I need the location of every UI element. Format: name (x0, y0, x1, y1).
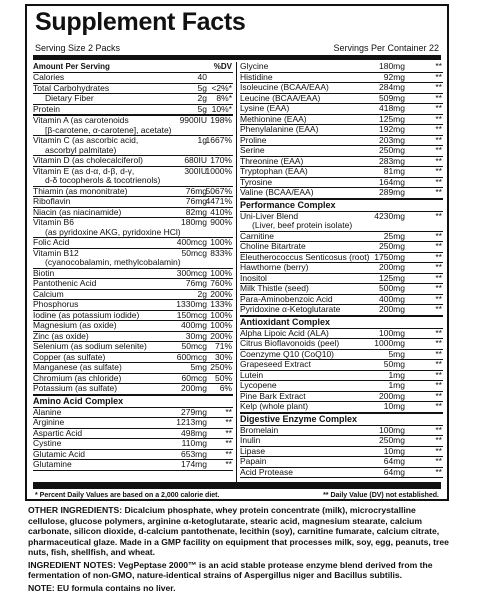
nutrient-amount: 76mg (185, 278, 207, 288)
nutrient-row (240, 146, 443, 157)
nutrient-amount: 2g (197, 288, 207, 299)
nutrient-name: Para-Aminobenzoic Acid (240, 293, 333, 304)
section-heading: Digestive Enzyme Complex (240, 414, 443, 426)
nutrient-dv: 30% (214, 351, 232, 362)
nutrient-row (240, 83, 443, 94)
nutrient-row (240, 305, 443, 317)
nutrient-amount: 500mg (379, 283, 405, 293)
nutrient-name: Histidine (240, 71, 273, 82)
nutrient-name: Vitamin D (as cholecalciferol) (33, 155, 143, 165)
nutrient-name: Protein (33, 103, 60, 114)
nutrient-row (240, 402, 443, 414)
nutrient-row (240, 447, 443, 458)
nutrient-amount: 250mg (379, 435, 405, 445)
nutrient-name: Alanine (33, 406, 62, 417)
nutrient-amount: 25mg (383, 230, 405, 241)
nutrient-dv: ** (435, 424, 442, 435)
nutrient-row (240, 136, 443, 147)
nutrient-name: Glutamic Acid (33, 448, 85, 459)
nutrient-name: Cystine (33, 438, 62, 448)
nutrient-dv: 200% (210, 330, 232, 341)
nutrient-name: Lysine (EAA) (240, 103, 290, 113)
nutrient-dv: 71% (214, 341, 232, 351)
nutrient-dv: 200% (210, 288, 232, 299)
nutrient-dv: ** (225, 459, 232, 469)
nutrient-amount: 125mg (379, 272, 405, 283)
nutrient-amount: 250mg (379, 145, 405, 155)
nutrient-name: Lycopene (240, 380, 277, 390)
ingredient-notes-label: INGREDIENT NOTES: (28, 559, 116, 570)
nutrient-row (240, 167, 443, 178)
nutrient-dv: ** (435, 390, 442, 401)
nutrient-name: Lutein (240, 369, 264, 380)
nutrient-amount: 81mg (383, 166, 405, 176)
nutrient-amount: 76mg (185, 185, 207, 196)
nutrient-name: Kelp (whole plant) (240, 401, 309, 411)
nutrient-amount: 5g (197, 82, 207, 93)
nutrient-amount: 30mg (185, 330, 207, 341)
nutrient-row (33, 238, 233, 249)
nutrient-name: (as pyridoxine AKG, pyridoxine HCl) (45, 226, 181, 237)
nutrient-name: Lipase (240, 445, 266, 456)
nutrient-dv: ** (435, 338, 442, 348)
nutrient-row (240, 221, 443, 232)
nutrient-dv: 4471% (205, 196, 232, 206)
section-heading: Amino Acid Complex (33, 396, 233, 408)
nutrient-name: Papain (240, 456, 267, 466)
nutrient-dv: ** (435, 134, 442, 145)
nutrient-dv: ** (435, 380, 442, 390)
nutrient-amount: 180mg (181, 217, 207, 227)
nutrient-dv: 900% (210, 217, 232, 227)
nutrient-dv: 198% (210, 115, 232, 125)
nutrient-dv: 6% (219, 383, 232, 393)
nutrient-name: Tyrosine (240, 176, 273, 187)
nutrient-name: Calories (33, 72, 65, 82)
nutrient-name: (cyanocobalamin, methylcobalamin) (45, 257, 181, 267)
nutrient-amount: 5mg (388, 348, 405, 359)
nutrient-dv: ** (435, 210, 442, 221)
nutrient-dv: ** (435, 71, 442, 82)
nutrient-amount: 498mg (181, 427, 207, 438)
nutrient-dv: ** (435, 359, 442, 369)
nutrient-amount: 5mg (190, 362, 207, 372)
nutrient-name: Arginine (33, 417, 65, 427)
ingredient-notes (28, 560, 452, 581)
nutrient-amount: 300mcg (176, 267, 207, 278)
nutrient-amount: 50mcg (181, 247, 207, 258)
nutrient-dv: ** (225, 406, 232, 417)
nutrient-dv: ** (435, 251, 442, 262)
nutrient-amount: 600mcg (176, 351, 207, 362)
nutrient-amount: 125mg (379, 113, 405, 124)
left-column (33, 62, 233, 471)
nutrient-amount: 64mg (383, 466, 405, 477)
nutrient-row (33, 279, 233, 290)
nutrient-dv: ** (435, 466, 442, 477)
nutrient-row (240, 457, 443, 468)
nutrient-amount: 200mg (379, 262, 405, 272)
nutrient-dv: 250% (210, 362, 232, 372)
nutrient-amount: 203mg (379, 134, 405, 145)
section-heading: Performance Complex (240, 200, 443, 212)
nutrient-name: Valine (BCAA/EAA) (240, 187, 314, 197)
other-info (28, 505, 452, 595)
nutrient-amount: 9900IU (179, 115, 207, 125)
panel-title: Supplement Facts (35, 8, 246, 36)
nutrient-name: Vitamin C (as ascorbic acid, (33, 135, 139, 145)
nutrient-dv: ** (435, 230, 442, 241)
nutrient-name: Alpha Lipoic Acid (ALA) (240, 327, 329, 338)
nutrient-dv: 100% (210, 309, 232, 320)
nutrient-name: Magnesium (as oxide) (33, 320, 117, 330)
nutrient-dv: ** (435, 348, 442, 359)
nutrient-amount: 5g (197, 103, 207, 114)
nutrient-name: Pyridoxine α-Ketoglutarate (240, 304, 341, 314)
nutrient-name: Selenium (as sodium selenite) (33, 341, 147, 351)
nutrient-name: Inositol (240, 272, 267, 283)
nutrient-amount: 40 (197, 72, 207, 82)
nutrient-amount: 100mg (379, 327, 405, 338)
amount-per-serving-label: Amount Per Serving (33, 62, 110, 71)
nutrient-name: Carnitine (240, 230, 275, 241)
nutrient-name: Milk Thistle (seed) (240, 283, 309, 293)
nutrient-amount: 200mg (379, 304, 405, 314)
nutrient-name: Manganese (as sulfate) (33, 362, 122, 372)
nutrient-dv: ** (435, 401, 442, 411)
nutrient-name: Pine Bark Extract (240, 390, 306, 401)
nutrient-amount: 50mcg (181, 341, 207, 351)
supplement-facts-panel (25, 4, 449, 501)
nutrient-amount: 400mg (379, 293, 405, 304)
nutrient-amount: 100mg (379, 424, 405, 435)
nutrient-name: Proline (240, 134, 267, 145)
nutrient-name: Uni-Liver Blend (240, 210, 299, 221)
nutrient-name: Niacin (as niacinamide) (33, 206, 122, 217)
nutrient-amount: 110mg (181, 438, 207, 448)
nutrient-name: Dietary Fiber (45, 93, 94, 103)
nutrient-amount: 10mg (383, 445, 405, 456)
nutrient-dv: ** (435, 124, 442, 134)
nutrient-dv: ** (435, 155, 442, 166)
nutrient-row (33, 94, 233, 105)
nutrient-name: Total Carbohydrates (33, 82, 110, 93)
nutrient-amount: 1mg (388, 380, 405, 390)
nutrient-name: Thiamin (as mononitrate) (33, 185, 128, 196)
nutrient-name: Vitamin A (as carotenoids (33, 115, 129, 125)
nutrient-name: Vitamin E (as d-α, d-β, d-γ, (33, 165, 135, 176)
nutrient-dv: ** (435, 92, 442, 103)
nutrient-row (33, 73, 233, 84)
nutrient-amount: 653mg (181, 448, 207, 459)
eu-note-text: NOTE: EU formula contains no liver. (28, 582, 176, 593)
nutrient-dv: 8%* (216, 93, 232, 103)
nutrient-amount: 82mg (185, 206, 207, 217)
nutrient-amount: 50mg (383, 359, 405, 369)
nutrient-name: Inulin (240, 435, 261, 445)
nutrient-dv: ** (225, 448, 232, 459)
nutrient-dv: ** (435, 113, 442, 124)
nutrient-amount: 300IU (184, 165, 207, 176)
section-heading: Antioxidant Complex (240, 317, 443, 329)
nutrient-dv: 760% (210, 278, 232, 288)
ingredient-notes-text: VegPeptase 2000™ is an acid stable protease enzyme blend derived from the fermentation of non-GMO, nature-identical strains of Aspergillus niger and Bacillus subtilis. (28, 559, 433, 580)
nutrient-dv: ** (435, 103, 442, 113)
nutrient-row (240, 125, 443, 136)
nutrient-row (240, 242, 443, 253)
nutrient-name: Folic Acid (33, 237, 70, 247)
nutrient-name: Vitamin B12 (33, 247, 79, 258)
nutrient-name: Copper (as sulfate) (33, 351, 106, 362)
nutrient-name: Threonine (EAA) (240, 155, 304, 166)
nutrient-dv: ** (435, 327, 442, 338)
nutrient-dv: ** (435, 166, 442, 176)
nutrient-dv: ** (435, 187, 442, 197)
nutrient-name: Choline Bitartrate (240, 241, 306, 251)
left-rows (33, 73, 233, 471)
eu-note (28, 583, 452, 594)
nutrient-name: Pantothenic Acid (33, 278, 97, 288)
serving-size: Serving Size 2 Packs (35, 43, 121, 53)
nutrient-dv: ** (435, 82, 442, 92)
nutrient-amount: 174mg (181, 459, 207, 469)
nutrient-dv: ** (435, 456, 442, 466)
footnote-dv: * Percent Daily Values are based on a 2,000 calorie diet. (35, 492, 220, 499)
nutrient-dv: ** (435, 176, 442, 187)
nutrient-name: [β-carotene, α-carotene], acetate) (45, 124, 172, 135)
other-ingredients-text: Dicalcium phosphate, whey protein concentrate (milk), microcrystalline cellulose, glucose polymers, arginine α-ketoglutarate, stearic acid, magnesium stearate, calcium carbonate, silicon dioxide, d-calcium pantothenate, lecithin (soy), carnitine fumarate, calcium citrate, pharmaceutical glaze. Made in a GMP facility on equipment that processes milk, soy, egg, peanuts, tree nuts, fish, shellfish, and wheat. (28, 505, 449, 557)
nutrient-dv: 1000% (205, 165, 232, 176)
nutrient-dv: <2%* (211, 82, 232, 93)
nutrient-amount: 400mg (181, 320, 207, 330)
nutrient-row (33, 384, 233, 396)
footer-bar (33, 482, 441, 489)
nutrient-row (33, 342, 233, 353)
servings-per-container: Servings Per Container 22 (333, 43, 439, 53)
nutrient-dv: ** (435, 272, 442, 283)
nutrient-amount: 283mg (379, 155, 405, 166)
nutrient-name: Glycine (240, 61, 269, 71)
nutrient-dv: ** (435, 241, 442, 251)
nutrient-amount: 180mg (379, 61, 405, 71)
nutrient-row (240, 188, 443, 200)
nutrient-name: Aspartic Acid (33, 427, 83, 438)
nutrient-amount: 4230mg (374, 210, 405, 221)
nutrient-amount: 1mg (388, 369, 405, 380)
nutrient-amount: 200mg (379, 390, 405, 401)
header-bar (33, 55, 441, 60)
nutrient-row (240, 284, 443, 295)
nutrient-name: Grapeseed Extract (240, 359, 311, 369)
nutrient-amount: 60mcg (181, 372, 207, 383)
nutrient-dv: 10%* (211, 103, 232, 114)
nutrient-amount: 400mcg (176, 237, 207, 247)
footnote-no-dv: ** Daily Value (DV) not established. (323, 492, 439, 499)
nutrient-amount: 418mg (379, 103, 405, 113)
nutrient-row (240, 263, 443, 274)
nutrient-name: Glutamine (33, 459, 72, 469)
nutrient-dv: ** (435, 293, 442, 304)
nutrient-dv: ** (225, 427, 232, 438)
nutrient-name: Phosphorus (33, 299, 79, 309)
nutrient-name: d-δ tocopherols & tocotrienols) (45, 175, 161, 185)
nutrient-name: Hawthorne (berry) (240, 262, 309, 272)
nutrient-amount: 200mg (181, 383, 207, 393)
nutrient-dv: ** (435, 435, 442, 445)
nutrient-dv: 50% (214, 372, 232, 383)
nutrient-dv: 410% (210, 206, 232, 217)
nutrient-name: Phenylalanine (EAA) (240, 124, 319, 134)
nutrient-row (240, 339, 443, 350)
nutrient-dv: ** (435, 304, 442, 314)
nutrient-name: ascorbyl palmitate) (45, 144, 117, 155)
nutrient-amount: 192mg (379, 124, 405, 134)
nutrient-name: Eleutherococcus Senticosus (root) (240, 251, 370, 262)
nutrient-amount: 164mg (379, 176, 405, 187)
nutrient-name: Vitamin B6 (33, 217, 74, 227)
nutrient-amount: 64mg (383, 456, 405, 466)
nutrient-amount: 1330mg (176, 299, 207, 309)
nutrient-amount: 1g (197, 135, 207, 145)
nutrient-row (240, 104, 443, 115)
nutrient-dv: ** (435, 445, 442, 456)
nutrient-name: Chromium (as chloride) (33, 372, 122, 383)
nutrient-name: Serine (240, 145, 265, 155)
column-divider (236, 62, 237, 488)
other-ingredients-label: OTHER INGREDIENTS: (28, 505, 123, 515)
nutrient-name: Tryptophan (EAA) (240, 166, 308, 176)
nutrient-amount: 92mg (383, 71, 405, 82)
nutrient-name: Iodine (as potassium iodide) (33, 309, 140, 320)
nutrient-dv: 5067% (205, 185, 232, 196)
nutrient-amount: 509mg (379, 92, 405, 103)
nutrient-amount: 1750mg (374, 251, 405, 262)
nutrient-name: Potassium (as sulfate) (33, 383, 118, 393)
nutrient-dv: 170% (210, 155, 232, 165)
nutrient-name: Isoleucine (BCAA/EAA) (240, 82, 329, 92)
nutrient-amount: 289mg (379, 187, 405, 197)
nutrient-row (240, 468, 443, 479)
right-column (240, 62, 443, 478)
nutrient-row (240, 381, 443, 392)
nutrient-dv: 100% (210, 320, 232, 330)
dv-label: %DV (213, 62, 232, 71)
nutrient-row (240, 436, 443, 447)
nutrient-dv: 1667% (205, 135, 232, 145)
nutrient-dv: ** (225, 438, 232, 448)
nutrient-amount: 150mcg (176, 309, 207, 320)
nutrient-row (33, 460, 233, 471)
right-rows (240, 62, 443, 478)
nutrient-name: Bromelain (240, 424, 279, 435)
nutrient-name: Acid Protease (240, 466, 293, 477)
nutrient-row (33, 156, 233, 167)
nutrient-amount: 1000mg (374, 338, 405, 348)
nutrient-dv: 100% (210, 267, 232, 278)
nutrient-amount: 2g (197, 93, 207, 103)
nutrient-dv: ** (435, 145, 442, 155)
nutrient-row (33, 418, 233, 429)
nutrient-name: Leucine (BCAA/EAA) (240, 92, 321, 103)
nutrient-amount: 250mg (379, 241, 405, 251)
nutrient-dv: ** (435, 283, 442, 293)
other-ingredients (28, 505, 452, 558)
nutrient-row (240, 360, 443, 371)
nutrient-amount: 279mg (181, 406, 207, 417)
nutrient-name: Calcium (33, 288, 64, 299)
nutrient-name: Methionine (EAA) (240, 113, 307, 124)
nutrient-name: Zinc (as oxide) (33, 330, 89, 341)
nutrient-amount: 76mg (185, 196, 207, 206)
nutrient-name: (Liver, beef protein isolate) (252, 220, 353, 230)
nutrient-row (240, 62, 443, 73)
nutrient-row (33, 197, 233, 208)
nutrient-row (33, 258, 233, 269)
nutrient-name: Coenzyme Q10 (CoQ10) (240, 348, 335, 359)
nutrient-amount: 680IU (184, 155, 207, 165)
nutrient-dv: ** (435, 262, 442, 272)
nutrient-dv: ** (435, 61, 442, 71)
nutrient-dv: 133% (210, 299, 232, 309)
nutrient-name: Riboflavin (33, 196, 71, 206)
nutrient-name: Biotin (33, 267, 55, 278)
nutrient-amount: 284mg (379, 82, 405, 92)
nutrient-dv: ** (225, 417, 232, 427)
nutrient-dv: 833% (210, 247, 232, 258)
nutrient-row (33, 321, 233, 332)
nutrient-amount: 1213mg (176, 417, 207, 427)
nutrient-name: Citrus Bioflavonoids (peel) (240, 338, 340, 348)
nutrient-row (33, 300, 233, 311)
nutrient-row (33, 363, 233, 374)
nutrient-dv: ** (435, 369, 442, 380)
nutrient-amount: 10mg (383, 401, 405, 411)
nutrient-row (33, 439, 233, 450)
nutrient-row (240, 426, 443, 437)
nutrient-row (33, 176, 233, 187)
nutrient-dv: 100% (210, 237, 232, 247)
